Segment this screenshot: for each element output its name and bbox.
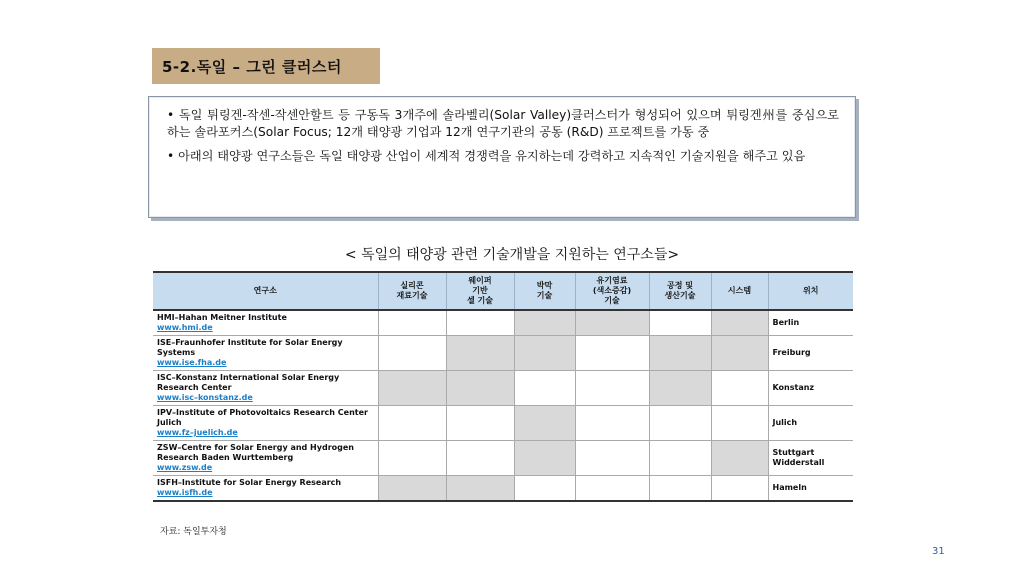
- location-cell: Hameln: [768, 476, 853, 502]
- location-cell: Freiburg: [768, 336, 853, 371]
- capability-cell: [575, 441, 649, 476]
- institute-link[interactable]: www.fz–juelich.de: [157, 428, 238, 437]
- section-title: 5-2.독일 – 그린 클러스터: [162, 57, 342, 76]
- capability-cell: [378, 406, 446, 441]
- capability-cell: [446, 371, 514, 406]
- capability-cell: [575, 310, 649, 336]
- capability-cell: [649, 406, 711, 441]
- location-cell: Berlin: [768, 310, 853, 336]
- column-header: 실리콘 재료기술: [378, 272, 446, 310]
- institutes-table: [153, 271, 853, 502]
- institute-cell: [153, 336, 378, 371]
- column-header: 유기염료 (색소증감) 기술: [575, 272, 649, 310]
- institute-link[interactable]: www.isc–konstanz.de: [157, 393, 253, 402]
- institute-cell: [153, 406, 378, 441]
- capability-cell: [378, 476, 446, 502]
- table-caption: < 독일의 태양광 관련 기술개발을 지원하는 연구소들>: [344, 247, 680, 263]
- institute-name: ISE–Fraunhofer Institute for Solar Energy Systems: [157, 338, 343, 357]
- capability-cell: [575, 336, 649, 371]
- institute-name: IPV–Institute of Photovoltaics Research Center Julich: [157, 408, 368, 427]
- institute-cell: [153, 371, 378, 406]
- page-number: 31: [932, 546, 945, 557]
- capability-cell: [575, 406, 649, 441]
- capability-cell: [514, 441, 575, 476]
- table-row: [153, 441, 853, 476]
- institute-link[interactable]: www.ise.fha.de: [157, 358, 227, 367]
- capability-cell: [446, 476, 514, 502]
- section-title-box: [152, 48, 380, 84]
- column-header: 연구소: [153, 272, 378, 310]
- capability-cell: [649, 476, 711, 502]
- institute-name: ZSW–Centre for Solar Energy and Hydrogen Research Baden Wurttemberg: [157, 443, 354, 462]
- institute-name: ISFH–Institute for Solar Energy Research: [157, 478, 342, 487]
- location-cell: Konstanz: [768, 371, 853, 406]
- capability-cell: [378, 310, 446, 336]
- table-row: [153, 476, 853, 502]
- table-header-row: [153, 272, 853, 310]
- capability-cell: [575, 371, 649, 406]
- capability-cell: [711, 371, 768, 406]
- source-note: 자료: 독일투자청: [160, 527, 227, 537]
- institute-cell: [153, 441, 378, 476]
- capability-cell: [649, 310, 711, 336]
- capability-cell: [575, 476, 649, 502]
- column-header: 박막 기술: [514, 272, 575, 310]
- column-header: 웨이퍼 기반 셀 기술: [446, 272, 514, 310]
- column-header: 위치: [768, 272, 853, 310]
- capability-cell: [446, 441, 514, 476]
- table-row: [153, 406, 853, 441]
- capability-cell: [514, 310, 575, 336]
- table-row: [153, 310, 853, 336]
- institute-link[interactable]: www.hmi.de: [157, 323, 213, 332]
- capability-cell: [711, 476, 768, 502]
- column-header: 공정 및 생산기술: [649, 272, 711, 310]
- capability-cell: [446, 406, 514, 441]
- location-cell: Stuttgart Widderstall: [768, 441, 853, 476]
- capability-cell: [514, 406, 575, 441]
- institute-name: ISC–Konstanz International Solar Energy Research Center: [157, 373, 340, 392]
- capability-cell: [378, 336, 446, 371]
- capability-cell: [649, 371, 711, 406]
- institute-link[interactable]: www.zsw.de: [157, 463, 213, 472]
- capability-cell: [514, 476, 575, 502]
- column-header: 시스템: [711, 272, 768, 310]
- bullet-1: • 독일 튀링겐-작센-작센안할트 등 구동독 3개주에 솔라벨리(Solar Valley)클러스터가 형성되어 있으며 튀링겐州를 중심으로 하는 솔라포커스(Solar Focus; 12개 태양광 기업과 12개 연구기관의 공동 (R&D) 프로젝트를 가동 중: [167, 108, 839, 139]
- institute-link[interactable]: www.isfh.de: [157, 488, 213, 497]
- bullet-box: [148, 96, 856, 218]
- capability-cell: [711, 310, 768, 336]
- institute-name: HMI–Hahan Meitner Institute: [157, 313, 287, 322]
- capability-cell: [514, 336, 575, 371]
- capability-cell: [514, 371, 575, 406]
- location-cell: Julich: [768, 406, 853, 441]
- institute-cell: [153, 310, 378, 336]
- table-row: [153, 371, 853, 406]
- capability-cell: [711, 336, 768, 371]
- capability-cell: [649, 441, 711, 476]
- capability-cell: [446, 336, 514, 371]
- capability-cell: [649, 336, 711, 371]
- capability-cell: [446, 310, 514, 336]
- capability-cell: [378, 371, 446, 406]
- table-row: [153, 336, 853, 371]
- capability-cell: [711, 406, 768, 441]
- institute-cell: [153, 476, 378, 502]
- bullet-2: • 아래의 태양광 연구소들은 독일 태양광 산업이 세계적 경쟁력을 유지하는데 강력하고 지속적인 기술지원을 해주고 있음: [167, 149, 806, 163]
- capability-cell: [378, 441, 446, 476]
- capability-cell: [711, 441, 768, 476]
